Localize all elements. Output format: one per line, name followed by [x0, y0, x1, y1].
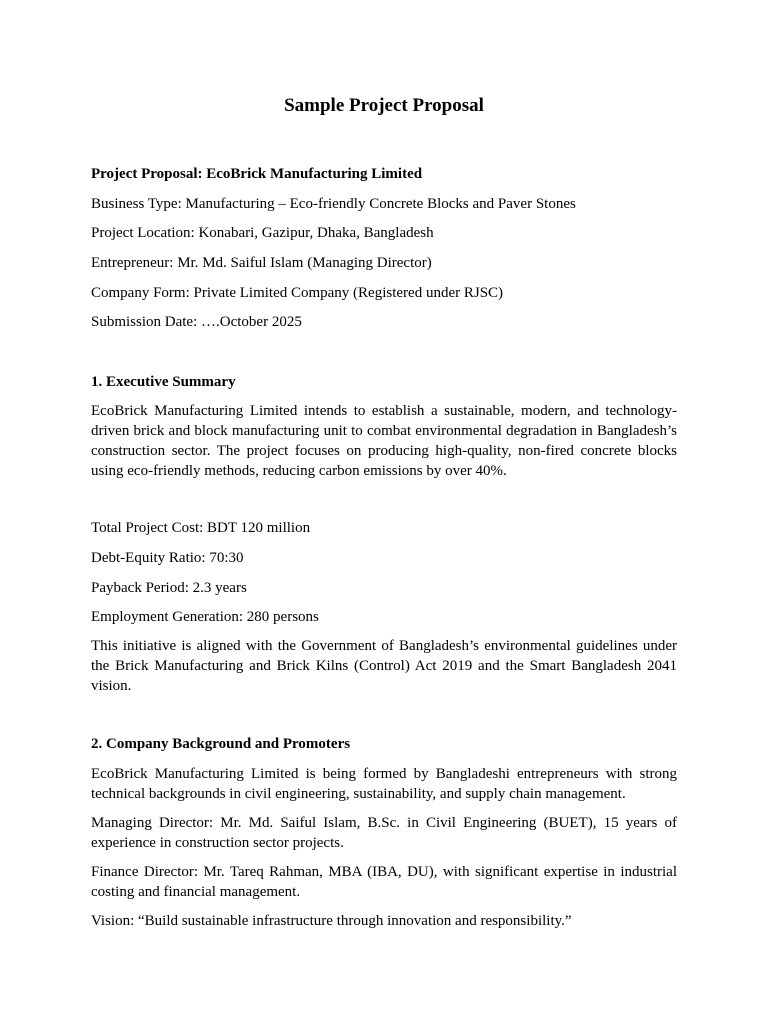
project-location-line: Project Location: Konabari, Gazipur, Dhaka, Bangladesh: [91, 225, 434, 241]
managing-director-paragraph: Managing Director: Mr. Md. Saiful Islam, B.Sc. in Civil Engineering (BUET), 15 years of experience in construction sector projects.: [91, 815, 677, 851]
submission-date-line: Submission Date: ….October 2025: [91, 314, 302, 330]
section-heading-executive-summary: 1. Executive Summary: [91, 374, 236, 390]
section-heading-company-background: 2. Company Background and Promoters: [91, 736, 351, 752]
total-cost-line: Total Project Cost: BDT 120 million: [91, 520, 311, 536]
company-background-paragraph: EcoBrick Manufacturing Limited is being formed by Bangladeshi entrepreneurs with strong technical backgrounds in civil engineering, sustainability, and supply chain management.: [91, 766, 677, 802]
debt-equity-line: Debt-Equity Ratio: 70:30: [91, 550, 244, 566]
executive-summary-paragraph: EcoBrick Manufacturing Limited intends to establish a sustainable, modern, and technology-driven brick and block manufacturing unit to combat environmental degradation in Bangladesh’s construction sector. The project focuses on producing high-quality, non-fired concrete blocks using eco-friendly methods, reducing carbon emissions by over 40%.: [91, 403, 677, 479]
company-form-line: Company Form: Private Limited Company (Registered under RJSC): [91, 285, 504, 301]
alignment-paragraph: This initiative is aligned with the Government of Bangladesh’s environmental guidelines under the Brick Manufacturing and Brick Kilns (Control) Act 2019 and the Smart Bangladesh 2041 vision.: [91, 638, 677, 694]
business-type-line: Business Type: Manufacturing – Eco-friendly Concrete Blocks and Paver Stones: [91, 196, 576, 212]
vision-line: Vision: “Build sustainable infrastructure through innovation and responsibility.”: [91, 913, 572, 929]
finance-director-paragraph: Finance Director: Mr. Tareq Rahman, MBA (IBA, DU), with significant expertise in industrial costing and financial management.: [91, 864, 677, 900]
document-title: Sample Project Proposal: [284, 95, 484, 116]
entrepreneur-line: Entrepreneur: Mr. Md. Saiful Islam (Managing Director): [91, 255, 432, 271]
employment-line: Employment Generation: 280 persons: [91, 609, 319, 625]
payback-line: Payback Period: 2.3 years: [91, 580, 247, 596]
proposal-heading: Project Proposal: EcoBrick Manufacturing Limited: [91, 166, 423, 182]
